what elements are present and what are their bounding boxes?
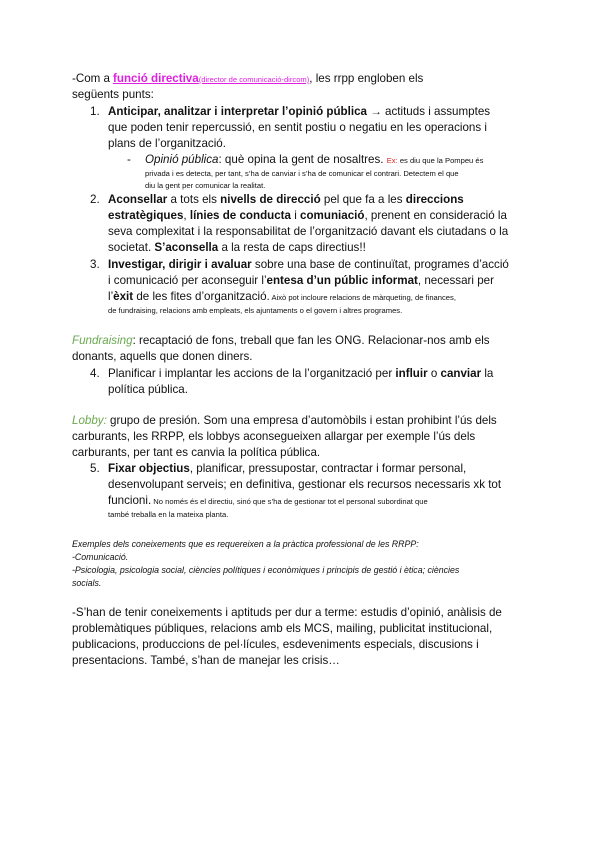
- item-2-b2: nivells de direcció: [220, 193, 321, 206]
- closing-line-4: presentacions. També, s’han de manejar les crisis…: [72, 654, 340, 667]
- item-5-line-1: [108, 461, 538, 477]
- lobby-label: Lobby:: [72, 414, 107, 427]
- item-4-b2: canviar: [440, 367, 482, 380]
- sub-1-line-2: privada i es detecta, per tant, s’ha de canviar i s’ha de comunicar el contrari. Detectem el que: [145, 169, 459, 178]
- intro-line-1: [72, 71, 532, 88]
- item-4-number: 4.: [90, 367, 100, 380]
- item-5-small-1: No només és el directiu, sinó que s’ha de gestionar tot el personal subordinat que: [151, 497, 428, 506]
- opinio-publica-term: Opinió pública: [145, 153, 219, 166]
- item-5-t1: , planificar, pressupostar, contractar i formar personal,: [189, 462, 467, 475]
- sub-1-text: : què opina la gent de nosaltres.: [218, 153, 384, 166]
- item-3-t2: i comunicació per aconseguir l’: [108, 274, 267, 287]
- dircom-text: (director de comunicació-dircom): [198, 75, 310, 84]
- item-1-number: 1.: [90, 105, 100, 118]
- item-2-b1: Aconsellar: [108, 193, 168, 206]
- ex-text: es diu que la Pompeu és: [397, 156, 484, 165]
- item-2-line-4: [108, 240, 538, 256]
- item-4-t1: Planificar i implantar les accions de la l’organització per: [108, 367, 396, 380]
- lobby-line-2: carburants, les RRPP, els lobbys aconsegueixen allargar per exemple l’ús dels: [72, 430, 476, 443]
- item-2-t7: a la resta de caps directius!!: [218, 241, 366, 254]
- item-2-t4: i: [291, 209, 301, 222]
- fundraising-text-1: : recaptació de fons, treball que fan les ONG. Relacionar-nos amb els: [132, 334, 490, 347]
- item-2-t1: a tots els: [167, 193, 221, 206]
- item-2-t3: ,: [183, 209, 190, 222]
- item-2-b6: comuniació: [300, 209, 365, 222]
- item-3-b3: èxit: [113, 290, 134, 303]
- item-1-line-1: [108, 104, 538, 120]
- notes-line-2: -Comunicació.: [72, 552, 129, 562]
- item-3-b1: Investigar, dirigir i avaluar: [108, 258, 252, 271]
- item-5-small-2: també treballa en la mateixa planta.: [108, 510, 229, 519]
- lobby-text-1: grupo de presión. Som una empresa d’automòbils i estan prohibint l’ús dels: [106, 414, 497, 427]
- item-1-line-2: que poden tenir repercussió, en sentit postiu o negatiu en les operacions i: [108, 121, 487, 134]
- item-4-line-1: [108, 366, 538, 382]
- item-5-line-3: [108, 493, 548, 510]
- item-1-bold: Anticipar, analitzar i interpretar l’opinió pública: [108, 105, 367, 118]
- intro-suffix: , les rrpp engloben els: [309, 72, 424, 85]
- item-5-b1: Fixar objectius: [108, 462, 190, 475]
- item-4-t2: o: [427, 367, 441, 380]
- item-2-number: 2.: [90, 193, 100, 206]
- closing-line-3: publicacions, produccions de pel·lícules, esdeveniments especials, discusions i: [72, 638, 479, 651]
- item-3-t1: sobre una base de continuïtat, programes d’acció: [251, 258, 509, 271]
- item-4-line-2: política pública.: [108, 383, 188, 396]
- item-2-t2: pel que fa a les: [320, 193, 406, 206]
- item-2-b3: direccions: [405, 193, 464, 206]
- item-5-line-2: desenvolupant serveis; en definitiva, gestionar els recursos necessaris xk tot: [108, 478, 502, 491]
- item-2-b4: estratègiques: [108, 209, 184, 222]
- fundraising-label: Fundraising: [72, 334, 133, 347]
- item-1-line-3: plans de l’organització.: [108, 137, 226, 150]
- item-2-line-2: [108, 208, 538, 224]
- arrow: →: [366, 105, 386, 118]
- item-3-t3: , necessari per: [417, 274, 494, 287]
- item-3-b2: entesa d’un públic informat: [266, 274, 418, 287]
- item-2-line-1: [108, 192, 538, 208]
- item-1-rest: actituds i assumptes: [385, 105, 491, 118]
- item-2-t6: societat.: [108, 241, 155, 254]
- item-3-t5: de les fites d’organització.: [133, 290, 270, 303]
- item-5-t2: funcioni.: [108, 494, 152, 507]
- fundraising-line-1: [72, 333, 532, 349]
- notes-line-4: socials.: [72, 578, 102, 588]
- item-2-line-3: seva complexitat i la responsabilitat de l’organització davant els ciutadans o la: [108, 225, 509, 238]
- item-5-number: 5.: [90, 462, 100, 475]
- item-3-line-2: [108, 273, 538, 289]
- notes-line-1: Exemples dels coneixements que es requereixen a la pràctica professional de les RRPP:: [72, 539, 419, 549]
- item-3-line-1: [108, 257, 538, 273]
- closing-line-2: problemàtiques públiques, relacions amb els MCS, mailing, publicitat institucional,: [72, 622, 493, 635]
- lobby-line-1: [72, 413, 537, 429]
- item-3-small-1: Això pot incloure relacions de màrqueting, de finances,: [269, 293, 456, 302]
- notes-line-3: -Psicologia, psicologia social, ciències polítiques i econòmiques i principis de gestió i ètica; ciències: [72, 565, 460, 575]
- item-2-t5: , prenent en consideració la: [364, 209, 507, 222]
- funcio-directiva-text: funció directiva: [113, 72, 199, 85]
- item-2-b7: S’aconsella: [154, 241, 219, 254]
- item-4-t3: la: [481, 367, 494, 380]
- sub-1-line-3: diu la gent per comunicar la realitat.: [145, 181, 266, 190]
- intro-prefix: -Com a: [72, 72, 111, 85]
- intro-line-2: següents punts:: [72, 88, 154, 101]
- item-3-t4: l’: [108, 290, 114, 303]
- item-4-b1: influir: [395, 367, 428, 380]
- item-3-line-3: [108, 289, 548, 306]
- fundraising-line-2: donants, aquells que donen diners.: [72, 350, 253, 363]
- item-3-small-2: de fundraising, relacions amb empleats, els ajuntaments o el govern i altres programes.: [108, 306, 403, 315]
- item-2-b5: línies de conducta: [189, 209, 291, 222]
- lobby-line-3: carburants, per tant es canvia la política pública.: [72, 446, 321, 459]
- ex-label: Ex:: [386, 156, 398, 165]
- item-3-number: 3.: [90, 258, 100, 271]
- sub-1-dash: -: [127, 153, 131, 166]
- closing-line-1: -S’han de tenir coneixements i aptituds per dur a terme: estudis d’opinió, anàlisis de: [72, 606, 502, 619]
- sub-1-line-1: [145, 152, 545, 169]
